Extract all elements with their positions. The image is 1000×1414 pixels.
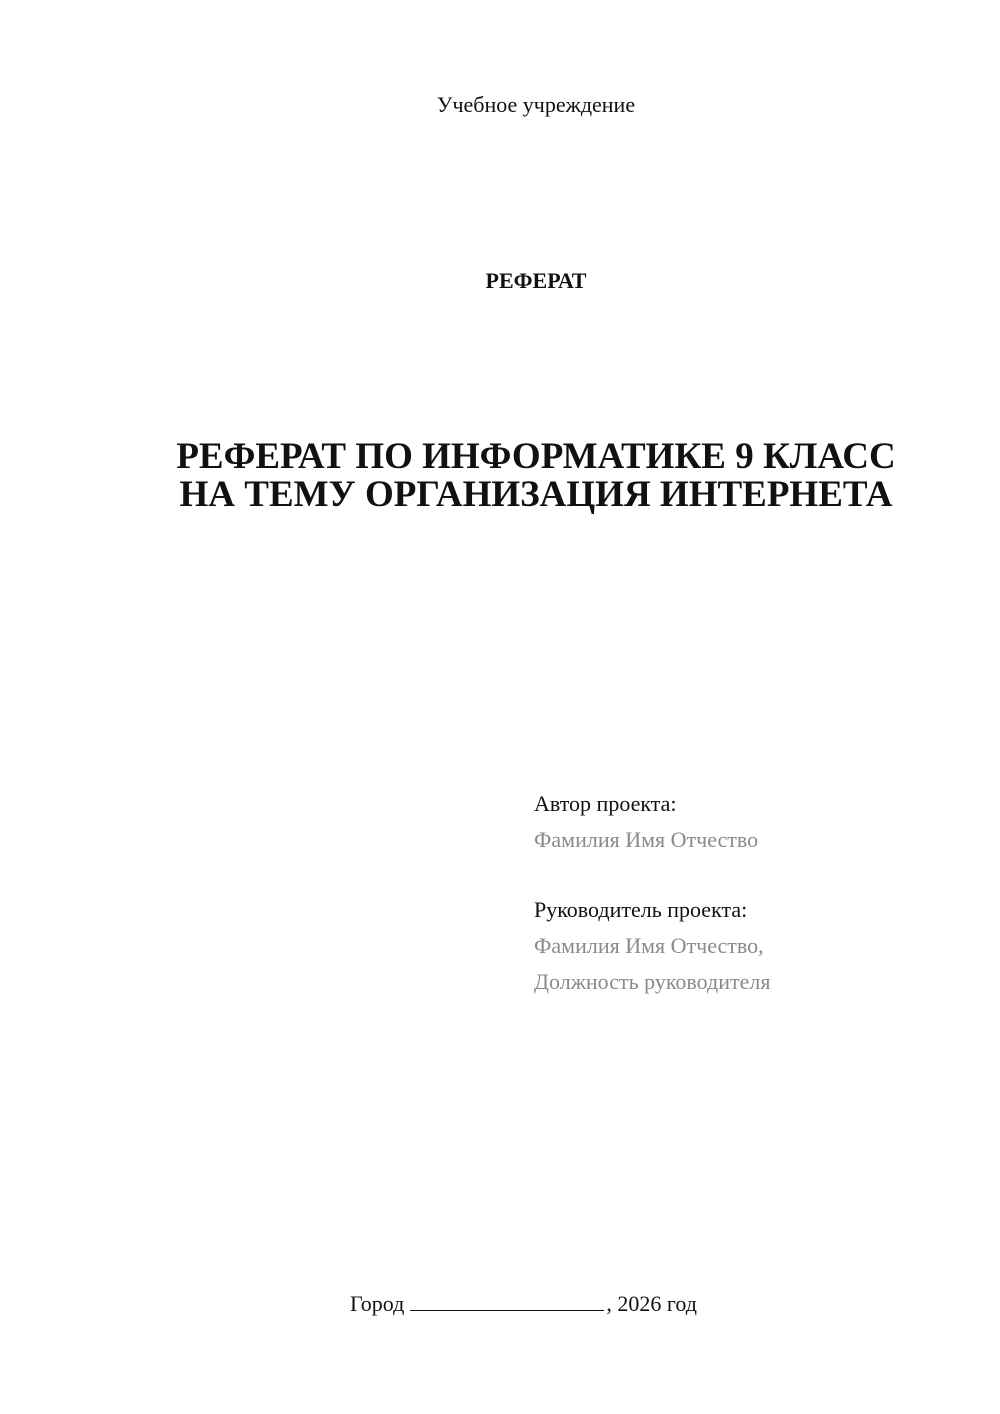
report-title-line-1: РЕФЕРАТ ПО ИНФОРМАТИКЕ 9 КЛАСС bbox=[176, 436, 896, 477]
year-text: , 2026 год bbox=[606, 1291, 697, 1316]
author-name: Фамилия Имя Отчество bbox=[534, 827, 759, 852]
document-type: РЕФЕРАТ bbox=[485, 268, 587, 293]
author-block bbox=[534, 786, 758, 858]
author-label: Автор проекта: bbox=[534, 791, 677, 816]
city-label: Город bbox=[350, 1291, 405, 1316]
report-title bbox=[100, 438, 972, 514]
report-title-line-2: НА ТЕМУ ОРГАНИЗАЦИЯ ИНТЕРНЕТА bbox=[179, 474, 893, 515]
institution-name: Учебное учреждение bbox=[436, 92, 636, 117]
city-blank-line bbox=[410, 1290, 604, 1311]
supervisor-position: Должность руководителя bbox=[534, 969, 771, 994]
supervisor-block bbox=[534, 892, 770, 1000]
supervisor-name: Фамилия Имя Отчество, bbox=[534, 933, 764, 958]
supervisor-label: Руководитель проекта: bbox=[534, 897, 748, 922]
city-year-line bbox=[350, 1290, 697, 1317]
